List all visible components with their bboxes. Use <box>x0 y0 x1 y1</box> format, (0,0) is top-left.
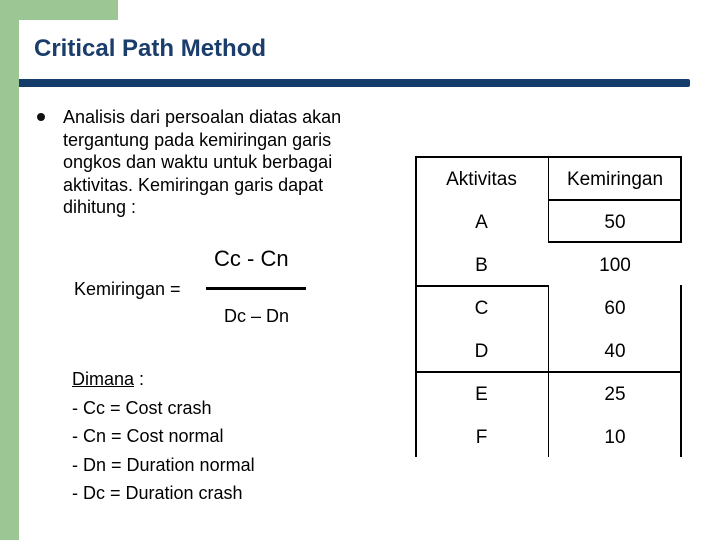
table-header-rule <box>548 199 682 201</box>
definition-item: - Dn = Duration normal <box>72 454 255 475</box>
table-cell-activity: A <box>475 212 488 233</box>
table-header-activity: Aktivitas <box>446 169 517 190</box>
definition-item: - Cn = Cost normal <box>72 426 224 447</box>
table-cell-slope: 100 <box>599 255 631 276</box>
accent-bar-left <box>0 0 19 540</box>
body-paragraph: Analisis dari persoalan diatas akan tergantung pada kemiringan garis ongkos dan waktu untuk berbagai aktivitas. Kemiringan garis dapat dihitung : <box>63 107 342 217</box>
slide-title: Critical Path Method <box>34 35 267 62</box>
formula-denominator: Dc – Dn <box>224 306 290 326</box>
table-cell-activity: C <box>474 298 489 319</box>
table-cell-activity: B <box>475 255 488 276</box>
definitions-heading: Dimana : <box>72 369 145 389</box>
table-cell-activity: F <box>475 427 488 448</box>
definition-item: - Dc = Duration crash <box>72 483 243 504</box>
table-cell-slope: 40 <box>604 341 626 362</box>
table-cell-activity: D <box>474 341 489 362</box>
table-cell-slope: 50 <box>604 212 626 233</box>
slope-table <box>415 156 682 457</box>
table-row-rule-left <box>415 285 548 287</box>
table-header-slope: Kemiringan <box>566 169 664 190</box>
accent-bar-top <box>0 0 118 20</box>
definition-item: - Cc = Cost crash <box>72 397 212 418</box>
formula-label: Kemiringan = <box>74 279 181 299</box>
table-cell-slope: 25 <box>604 384 626 405</box>
table-row-rule <box>548 241 682 243</box>
fraction-line <box>206 287 306 290</box>
table-cell-slope: 60 <box>604 298 626 319</box>
bullet-icon <box>37 113 45 121</box>
table-cell-activity: E <box>475 384 488 405</box>
title-rule <box>19 79 690 87</box>
formula-numerator: Cc - Cn <box>214 246 289 271</box>
definitions-block <box>72 365 255 508</box>
table-cell-slope: 10 <box>604 427 626 448</box>
